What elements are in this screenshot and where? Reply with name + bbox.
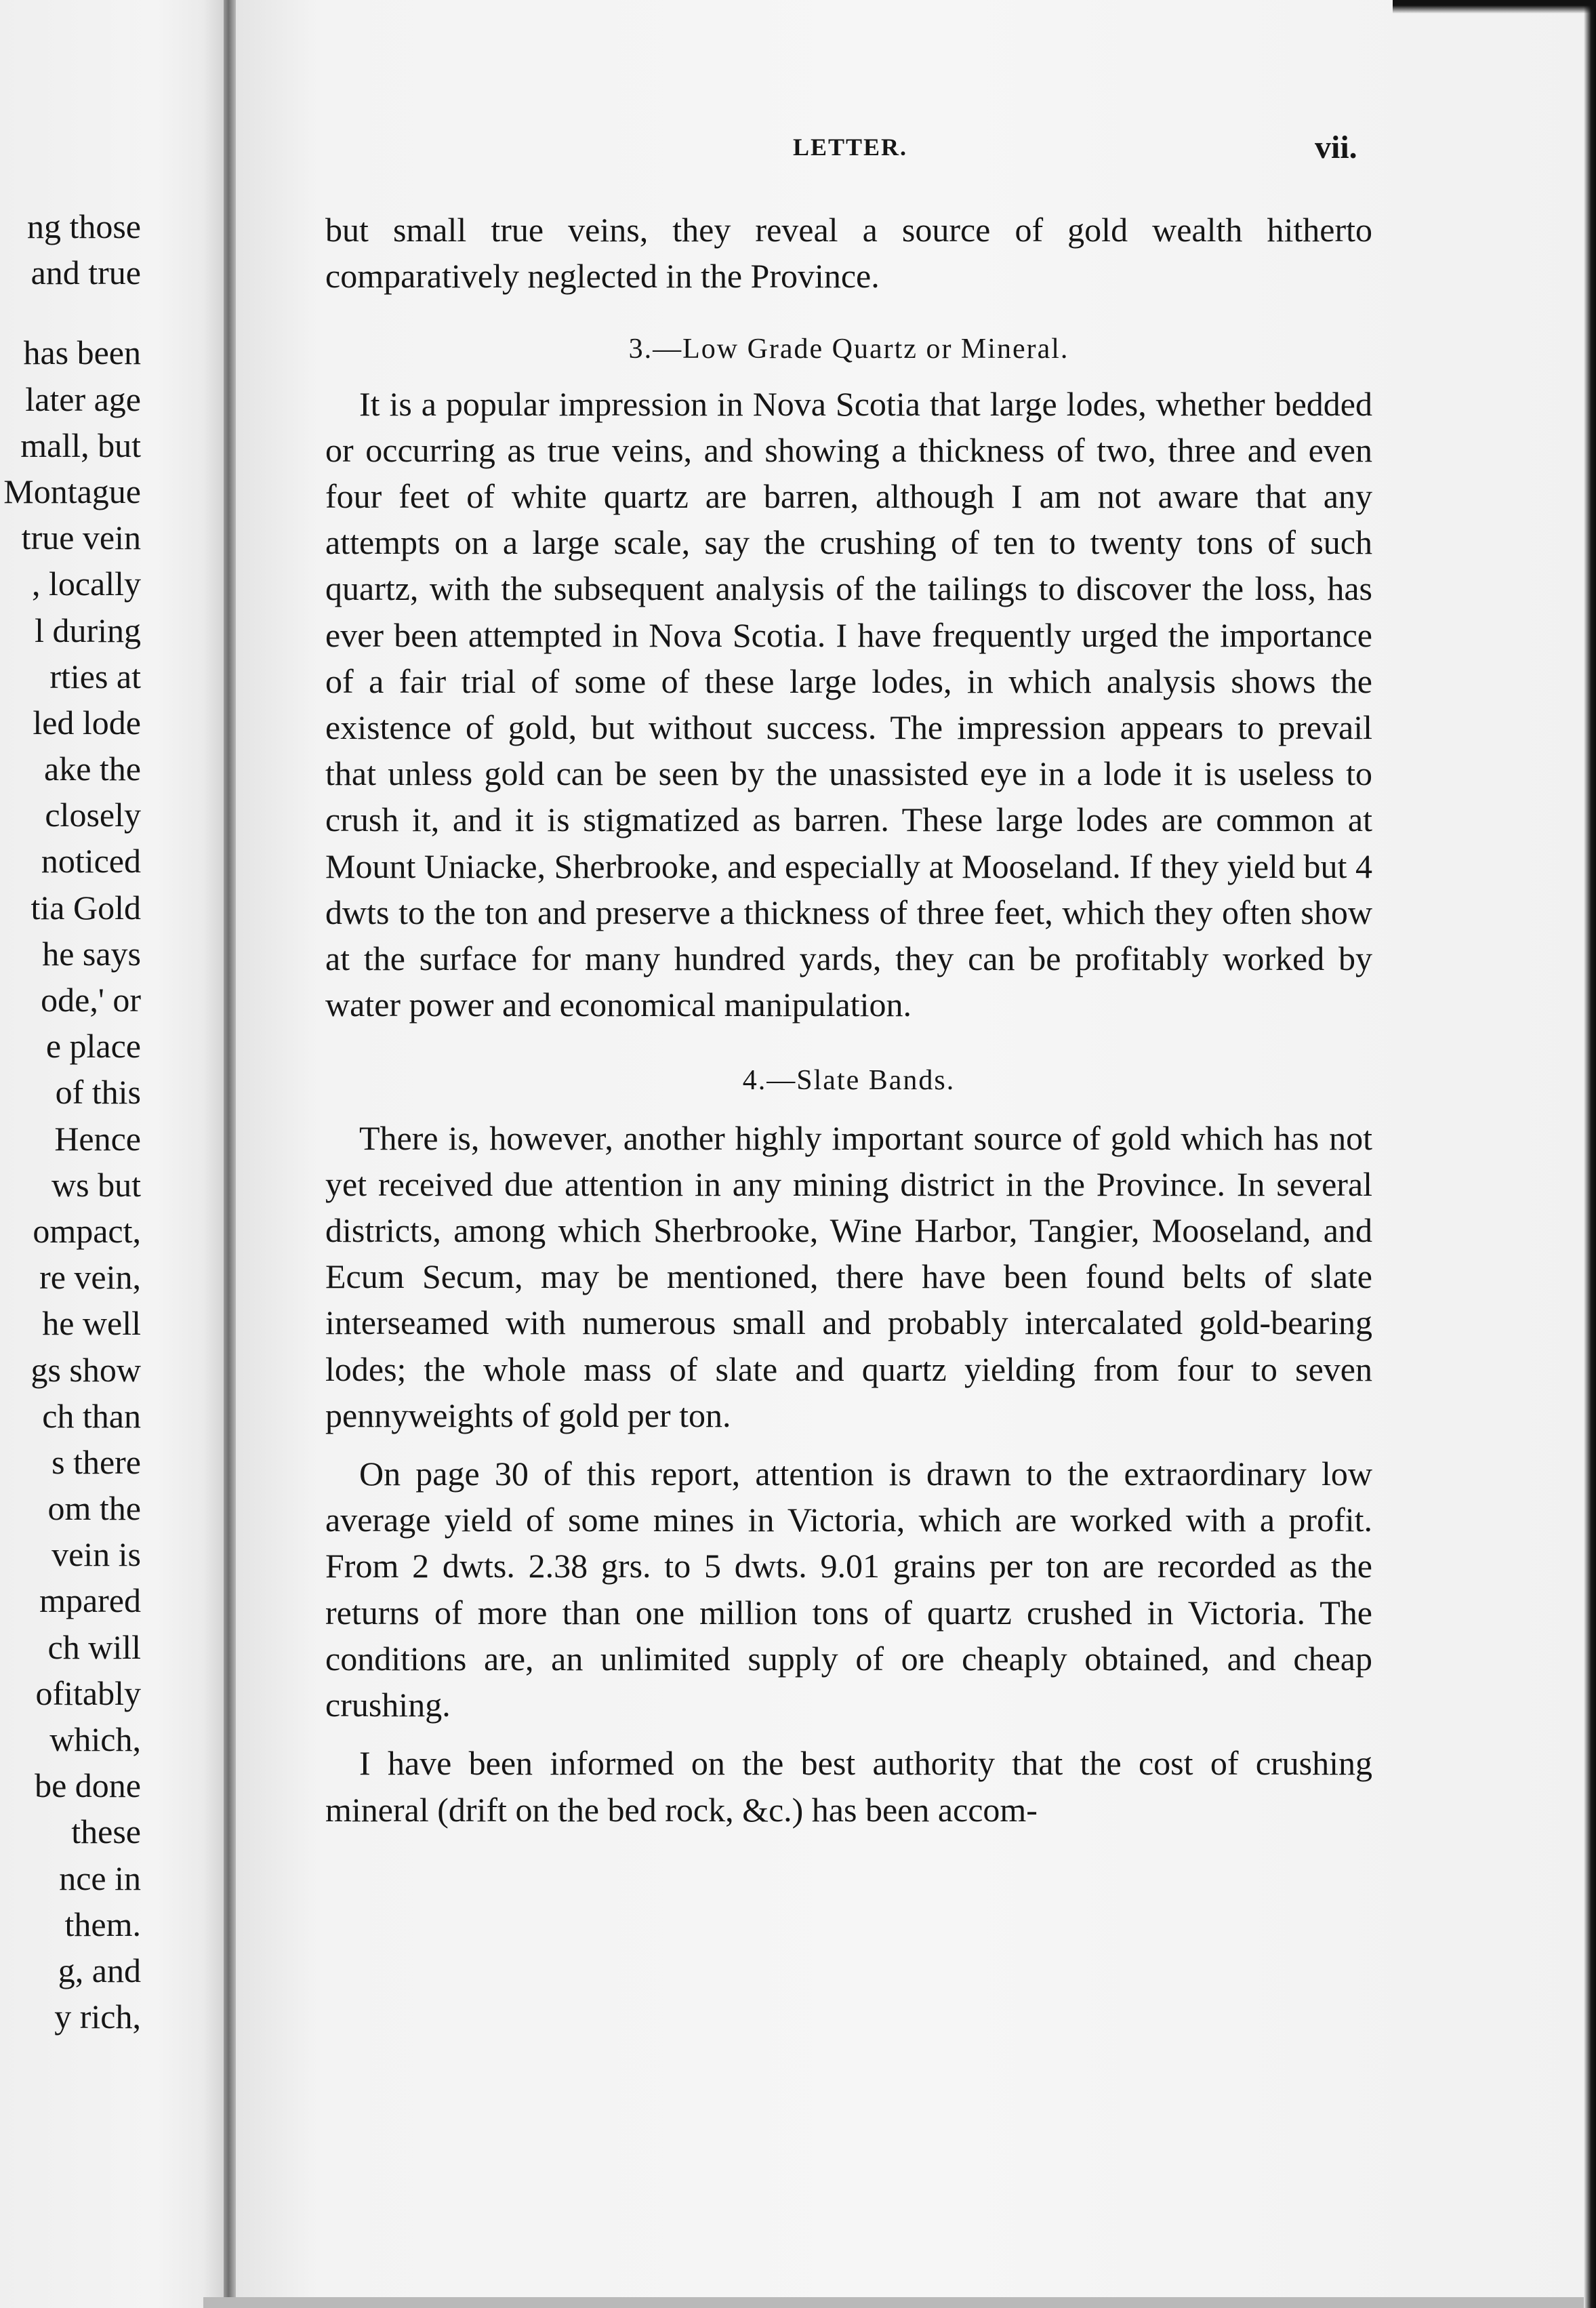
book-gutter <box>224 0 236 2308</box>
left-line: ake the <box>44 750 141 788</box>
left-line: re vein, <box>39 1258 141 1297</box>
left-line: vein is <box>52 1535 141 1574</box>
left-line: led lode <box>33 703 141 742</box>
left-line: ch will <box>47 1627 141 1666</box>
left-line: ofitably <box>35 1674 141 1712</box>
left-line: noticed <box>41 842 141 880</box>
paragraph-slate-bands-3: I have been informed on the best authority that the cost of crushing mineral (drift on the bed rock, &c.) has been accom- <box>325 1744 1372 1829</box>
left-line: closely <box>45 796 141 834</box>
section-heading-low-grade-quartz: 3.—Low Grade Quartz or Mineral. <box>628 333 1069 365</box>
left-line: and true <box>30 254 141 292</box>
left-line: later age <box>25 380 141 418</box>
previous-page-text <box>0 203 141 2040</box>
left-line: ch than <box>42 1396 141 1435</box>
left-line: gs show <box>30 1350 141 1389</box>
paragraph-slate-bands-1: There is, however, another highly important source of gold which has not yet received due attention in any mining district in the Province. In several districts, among which Sherbrooke, Wine Harbor, Tangier, Mooseland, and Ecum Secum, may be mentioned, there have been found belts of slate interseamed with numerous small and probably intercalated gold-bearing lodes; the whole mass of slate and quartz yielding from four to seven pennyweights of gold per ton. <box>325 1118 1372 1434</box>
left-line: ode,' or <box>41 981 141 1019</box>
left-line: , locally <box>31 565 141 603</box>
left-line: e place <box>45 1027 141 1066</box>
left-line: has been <box>23 333 141 372</box>
left-line: tia Gold <box>30 888 141 927</box>
previous-page-strip <box>0 0 224 2308</box>
page-curl-shadow <box>203 0 224 2308</box>
left-line: rties at <box>49 657 141 695</box>
left-line: ompact, <box>33 1211 141 1250</box>
left-line: these <box>71 1813 141 1851</box>
left-line: of this <box>55 1073 141 1112</box>
left-line: nce in <box>59 1859 141 1897</box>
left-line: mall, but <box>20 426 141 464</box>
left-line-gap <box>0 296 141 329</box>
body-text <box>325 207 1372 1833</box>
left-line: which, <box>49 1720 141 1758</box>
left-line: s there <box>52 1442 141 1481</box>
section-heading-slate-bands: 4.—Slate Bands. <box>742 1065 956 1097</box>
left-line: ws but <box>52 1165 141 1204</box>
running-head: LETTER. <box>793 134 908 161</box>
left-line: mpared <box>39 1581 141 1620</box>
left-line: l during <box>35 611 141 649</box>
left-line: he says <box>42 934 141 973</box>
left-line: ng those <box>26 207 141 245</box>
paragraph-intro: but small true veins, they reveal a source of gold wealth hitherto comparatively neglected in the Province. <box>325 211 1372 296</box>
left-line: om the <box>47 1489 141 1528</box>
paragraph-slate-bands-2: On page 30 of this report, attention is drawn to the extraordinary low average yield of some mines in Victoria, which are worked with a profit. From 2 dwts. 2.38 grs. to 5 dwts. 9.01 grains per ton are recorded as the returns of more than one million tons of quartz crushed in Victoria. The conditions are, an unlimited supply of ore cheaply obtained, and cheap crushing. <box>325 1455 1372 1724</box>
left-line: Montague <box>3 472 141 510</box>
page-bottom-edge <box>203 2297 1596 2308</box>
page-top-edge <box>1393 0 1596 14</box>
page-number: vii. <box>1315 129 1357 165</box>
left-line: be done <box>35 1766 141 1805</box>
paragraph-low-grade-quartz: It is a popular impression in Nova Scotia that large lodes, whether bedded or occurring as true veins, and showing a thickness of two, three and even four feet of white quartz are barren, although I am not aware that any attempts on a large scale, say the crushing of ten to twenty tons of such quartz, with the subsequent analysis of the tailings to discover the loss, has ever been attempted in Nova Scotia. I have frequently urged the importance of a fair trial of some of these large lodes, in which analysis shows the existence of gold, but without success. The impression appears to prevail that unless gold can be seen by the unassisted eye in a lode it is useless to crush it, and it is stigmatized as barren. These large lodes are common at Mount Uniacke, Sherbrooke, and especially at Mooseland. If they yield but 4 dwts to the ton and preserve a thickness of three feet, which they often show at the surface for many hundred yards, they can be profitably worked by water power and economical manipulation. <box>325 384 1372 1024</box>
left-line: them. <box>64 1905 141 1943</box>
page-right-edge <box>1584 0 1596 2308</box>
left-line: true vein <box>21 519 141 557</box>
left-line: he well <box>42 1304 141 1343</box>
left-line: Hence <box>54 1119 141 1158</box>
left-line: y rich, <box>54 1998 141 2036</box>
left-line: g, and <box>58 1951 141 1989</box>
